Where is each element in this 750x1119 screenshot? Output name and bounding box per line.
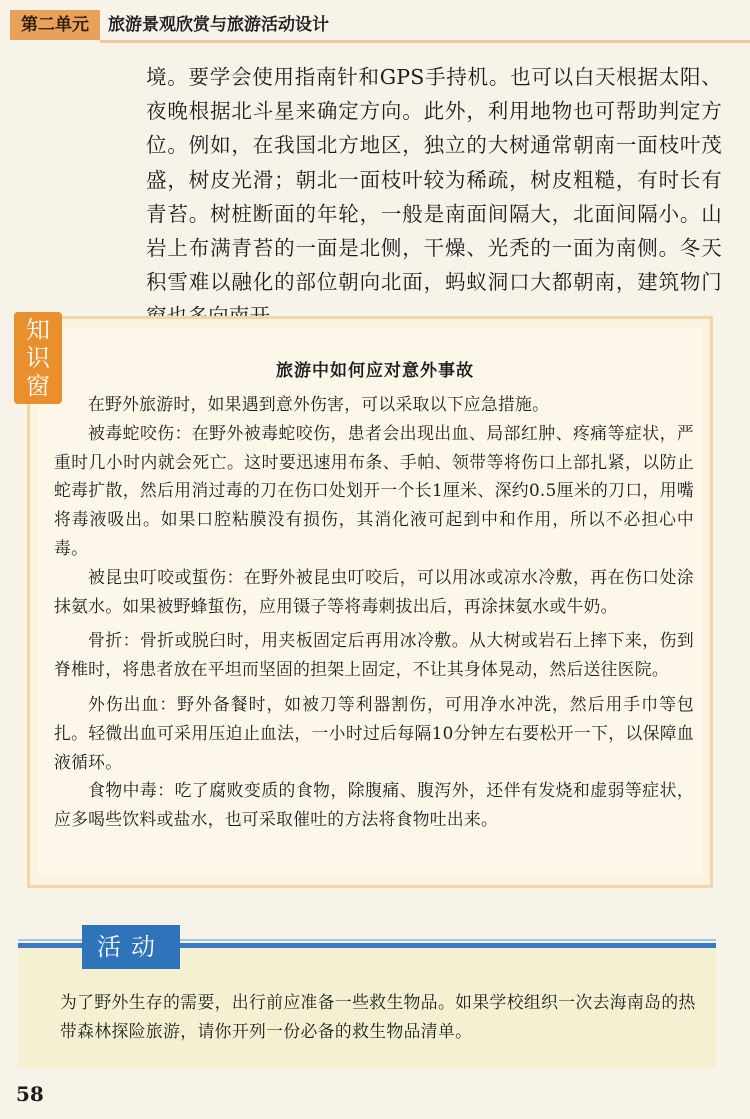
- kw-para-food: 食物中毒：吃了腐败变质的食物，除腹痛、腹泻外，还伴有发烧和虚弱等症状，应多喝些饮料或盐水，也可采取催吐的方法将食物吐出来。: [54, 780, 694, 830]
- activity-text: [60, 988, 700, 1046]
- unit-title: 旅游景观欣赏与旅游活动设计: [108, 15, 329, 35]
- intro-paragraph: 境。要学会使用指南针和GPS手持机。也可以白天根据太阳、夜晚根据北斗星来确定方向。此外，利用地物也可帮助判定方位。例如，在我国北方地区，独立的大树通常朝南一面枝叶茂盛，树皮光滑；朝北一面枝叶较为稀疏，树皮粗糙，有时长有青苔。树桩断面的年轮，一般是南面间隔大，北面间隔小。山岩上布满青苔的一面是北侧，干燥、光秃的一面为南侧。冬天积雪难以融化的部位朝向北面，蚂蚁洞口大都朝南，建筑物门: [146, 65, 722, 295]
- page-header: [0, 0, 750, 44]
- activity-paragraph: 为了野外生存的需要，出行前应准备一些救生物品。如果学校组织一次去海南岛的热带森林探险旅游，请你开列一份必备的救生物品清单。: [60, 992, 696, 1041]
- kw-tab-char-2: 识: [26, 344, 50, 372]
- kw-tab-char-3: 窗: [26, 372, 50, 400]
- kw-para-insect: 被昆虫叮咬或蜇伤：在野外被昆虫叮咬后，可以用冰或凉水冷敷，再在伤口处涂抹氨水。如果被野蜂蜇伤，应用镊子等将毒刺拔出后，再涂抹氨水或牛奶。: [54, 566, 694, 616]
- unit-label: 第二单元: [10, 10, 100, 40]
- header-divider: [100, 40, 750, 43]
- kw-lead: 在野外旅游时，如果遇到意外伤害，可以采取以下应急措施。: [88, 394, 550, 414]
- kw-para-fracture: 骨折：骨折或脱臼时，用夹板固定后再用冰冷敷。从大树或岩石上摔下来，伤到脊椎时，将患者放在平坦而坚固的担架上固定，不让其身体晃动，然后送往医院。: [54, 630, 694, 680]
- knowledge-window-title: 旅游中如何应对意外事故: [276, 361, 474, 381]
- intro-section: [146, 60, 722, 334]
- activity-tab: 活动: [82, 925, 180, 969]
- kw-para-snake: 被毒蛇咬伤：在野外被毒蛇咬伤，患者会出现出血、局部红肿、疼痛等症状，严重时几小时内就会死亡。这时要迅速用布条、手帕、领带等将伤口上部扎紧，以防止蛇毒扩散，然后用消过毒的刀在伤口处划开一个长1厘米、深约0.5厘米的刀口，用嘴将毒液吸出。如果口腔粘膜没有损伤，其消化液可起到中和作用，所以不必担心中毒。: [54, 422, 694, 558]
- kw-tab-char-1: 知: [26, 316, 50, 344]
- kw-para-bleeding: 外伤出血：野外备餐时，如被刀等利器割伤，可用净水冲洗，然后用手巾等包扎。轻微出血可采用压迫止血法，一小时过后每隔10分钟左右要松开一下，以保障血液循环。: [54, 693, 694, 772]
- knowledge-window-body: [54, 390, 694, 834]
- page-number: 58: [16, 1082, 44, 1106]
